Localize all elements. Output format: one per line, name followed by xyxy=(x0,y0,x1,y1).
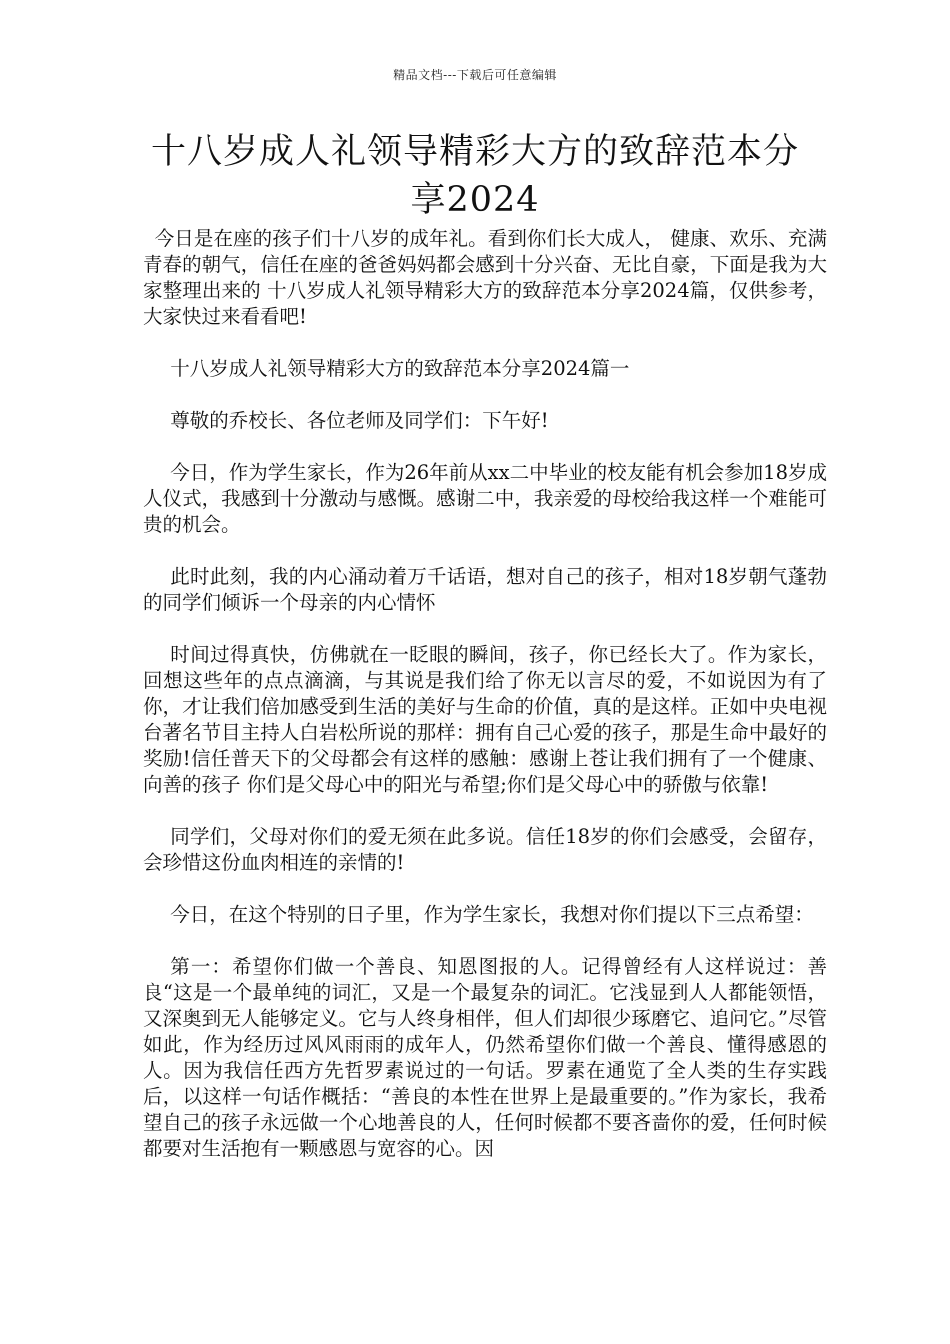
body-paragraph: 同学们，父母对你们的爱无须在此多说。信任18岁的你们会感受，会留存，会珍惜这份血肉相连的亲情的! xyxy=(143,825,827,874)
body-paragraph: 今日，在这个特别的日子里，作为学生家长，我想对你们提以下三点希望： xyxy=(170,903,814,926)
intro-paragraph: 今日是在座的孩子们十八岁的成年礼。看到你们长大成人， 健康、欢乐、充满青春的朝气，信任在座的爸爸妈妈都会感到十分兴奋、无比自豪，下面是我为大家整理出来的 十八岁成人礼领导精彩大方的致辞范本分享2024篇，仅供参考，大家快过来看看吧! xyxy=(143,227,827,328)
body-paragraph: 时间过得真快，仿佛就在一眨眼的瞬间，孩子，你已经长大了。作为家长，回想这些年的点点滴滴，与其说是我们给了你无以言尽的爱，不如说因为有了你，才让我们倍加感受到生活的美好与生命的价值，真的是这样。正如中央电视台著名节目主持人白岩松所说的那样：拥有自己心爱的孩子，那是生命中最好的奖励!信任普天下的父母都会有这样的感触：感谢上苍让我们拥有了一个健康、向善的孩子 你们是父母心中的阳光与希望;你们是父母心中的骄傲与依靠! xyxy=(143,643,827,796)
body-paragraph: 第一：希望你们做一个善良、知恩图报的人。记得曾经有人这样说过：善良“这是一个最单纯的词汇，又是一个最复杂的词汇。它浅显到人人都能领悟，又深奥到无人能够定义。它与人终身相伴，但人们却很少琢磨它、追问它。”尽管如此，作为经历过风风雨雨的成年人，仍然希望你们做一个善良、懂得感恩的人。因为我信任西方先哲罗素说过的一句话。罗素在通览了全人类的生存实践后，以这样一句话作概括：“善良的本性在世界上是最重要的。”作为家长，我希望自己的孩子永远做一个心地善良的人，任何时候都不要吝啬你的爱，任何时候都要对生活抱有一颗感恩与宽容的心。因 xyxy=(143,955,827,1160)
body-paragraph: 此时此刻，我的内心涌动着万千话语，想对自己的孩子，相对18岁朝气蓬勃的同学们倾诉一个母亲的内心情怀 xyxy=(143,565,827,614)
section-heading: 十八岁成人礼领导精彩大方的致辞范本分享2024篇一 xyxy=(170,357,630,380)
salutation: 尊敬的乔校长、各位老师及同学们：下午好! xyxy=(170,409,549,432)
header-note: 精品文档---下载后可任意编辑 xyxy=(393,68,557,82)
document-body xyxy=(143,226,827,1188)
body-paragraph: 今日，作为学生家长，作为26年前从xx二中毕业的校友能有机会参加18岁成人仪式，我感到十分激动与感慨。感谢二中，我亲爱的母校给我这样一个难能可贵的机会。 xyxy=(143,461,827,536)
document-title: 十八岁成人礼领导精彩大方的致辞范本分享2024 xyxy=(150,132,799,220)
